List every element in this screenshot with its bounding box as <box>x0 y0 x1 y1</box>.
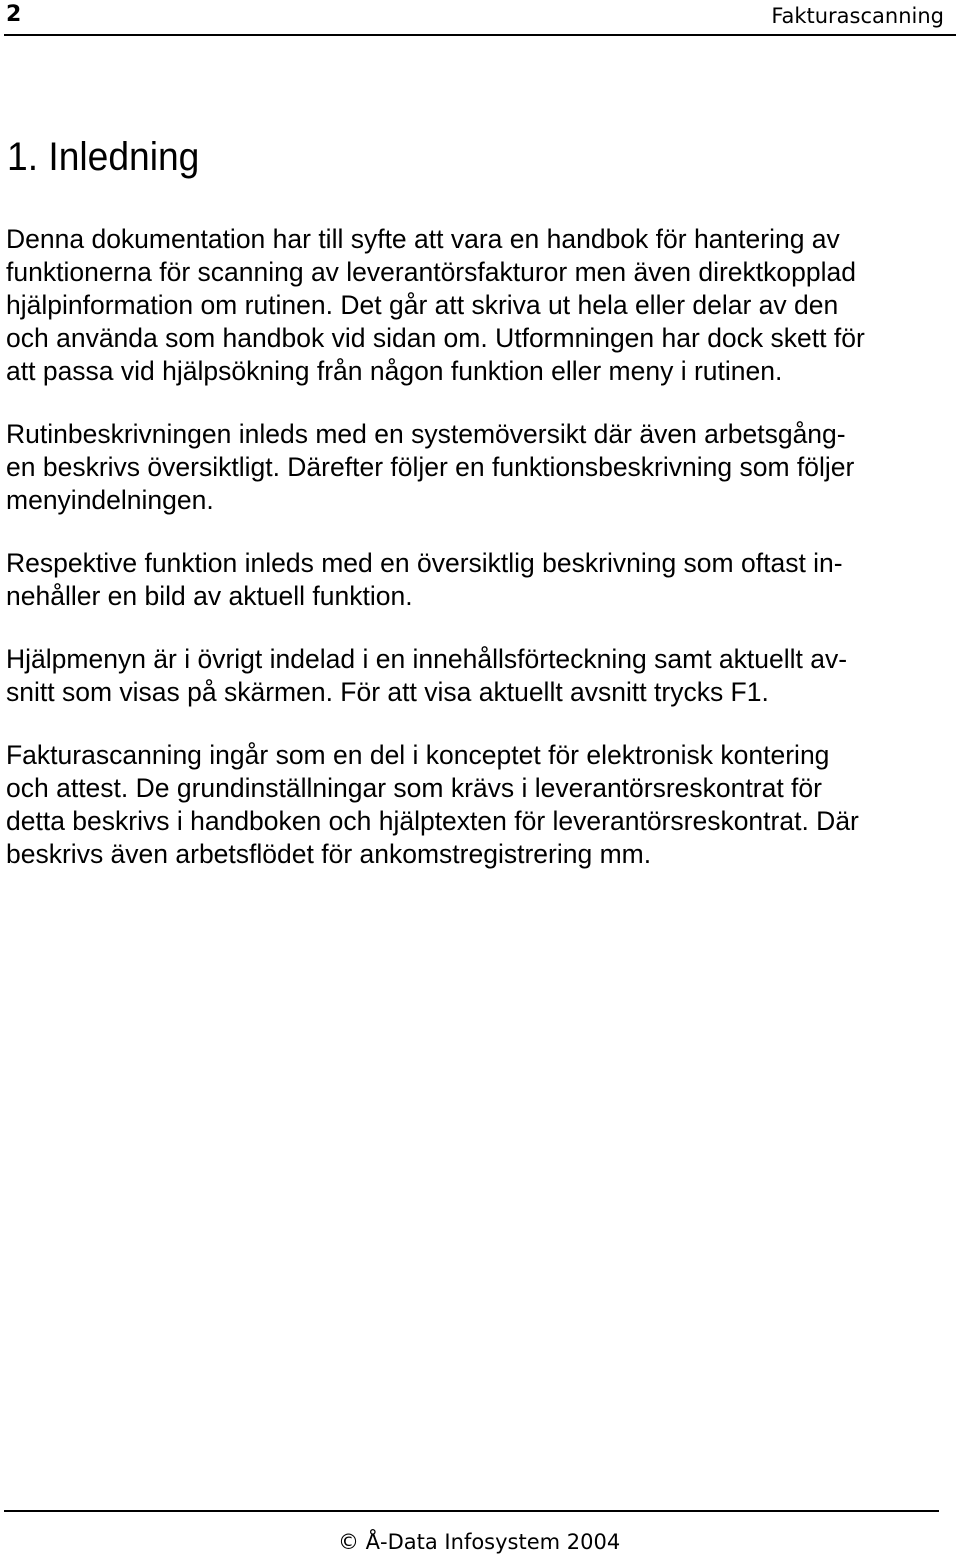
paragraph-intro <box>6 223 958 388</box>
paragraph-line: nehåller en bild av aktuell funktion. <box>6 581 413 611</box>
paragraph-line: snitt som visas på skärmen. För att visa aktuellt avsnitt trycks F1. <box>6 677 769 707</box>
paragraph-line: Hjälpmenyn är i övrigt indelad i en innehållsförteckning samt aktuellt av- <box>6 644 848 674</box>
paragraph-line: en beskrivs översiktligt. Därefter följer en funktionsbeskrivning som följer <box>6 452 855 482</box>
paragraph-line: detta beskrivs i handboken och hjälptexten för leverantörsreskontrat. Där <box>6 806 859 836</box>
paragraph-concept <box>6 739 958 871</box>
body-text <box>6 223 958 871</box>
page-header <box>4 0 956 36</box>
paragraph-function-overview <box>6 547 958 613</box>
paragraph-help-menu <box>6 643 958 709</box>
paragraph-line: Respektive funktion inleds med en översiktlig beskrivning som oftast in- <box>6 548 843 578</box>
paragraph-line: att passa vid hjälpsökning från någon funktion eller meny i rutinen. <box>6 356 783 386</box>
paragraph-line: och attest. De grundinställningar som krävs i leverantörsreskontrat för <box>6 773 822 803</box>
paragraph-line: och använda som handbok vid sidan om. Utformningen har dock skett för <box>6 323 865 353</box>
paragraph-line: menyindelningen. <box>6 485 214 515</box>
section-heading: 1. Inledning <box>7 135 200 179</box>
paragraph-line: beskrivs även arbetsflödet för ankomstregistrering mm. <box>6 839 652 869</box>
running-title: Fakturascanning <box>771 4 944 28</box>
paragraph-line: Denna dokumentation har till syfte att vara en handbok för hantering av <box>6 224 840 254</box>
paragraph-line: funktionerna för scanning av leverantörsfakturor men även direktkopplad <box>6 257 856 287</box>
copyright-notice: © Å-Data Infosystem 2004 <box>338 1530 621 1554</box>
page-number: 2 <box>6 2 22 27</box>
paragraph-routine-description <box>6 418 958 517</box>
paragraph-line: Rutinbeskrivningen inleds med en systemöversikt där även arbetsgång- <box>6 419 846 449</box>
paragraph-line: hjälpinformation om rutinen. Det går att skriva ut hela eller delar av den <box>6 290 839 320</box>
footer-rule <box>4 1510 939 1512</box>
paragraph-line: Fakturascanning ingår som en del i konceptet för elektronisk kontering <box>6 740 830 770</box>
